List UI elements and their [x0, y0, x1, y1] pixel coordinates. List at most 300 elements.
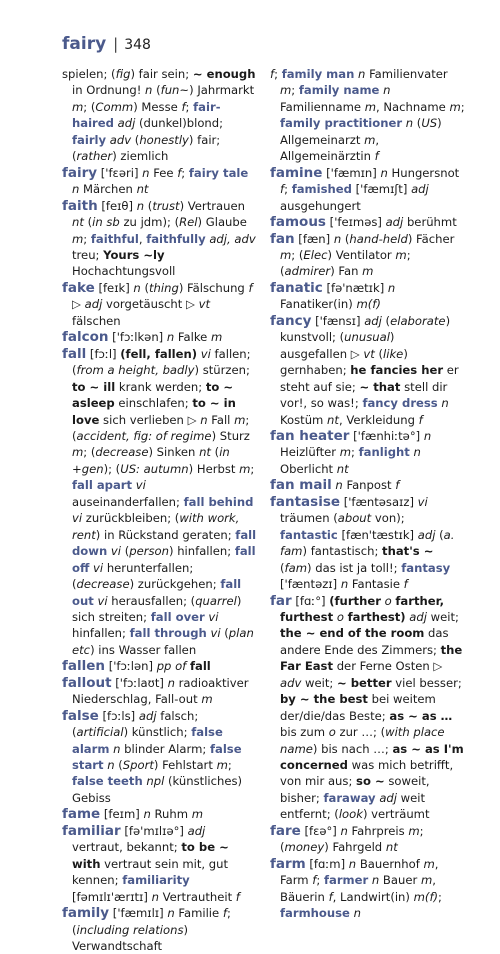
- translation-text: Fanpost: [342, 478, 396, 493]
- headword: fan mail: [270, 477, 332, 494]
- translation-text: Ruhm: [150, 807, 192, 822]
- grammar-label: adj: [187, 823, 206, 838]
- grammar-label: m: [362, 264, 374, 279]
- grammar-label: from a height, badly: [76, 363, 195, 378]
- sub-entry: family name: [298, 83, 380, 98]
- headword: fantasise: [270, 493, 341, 510]
- grammar-label: adj: [138, 708, 157, 723]
- translation-text: (: [341, 231, 350, 246]
- translation-text: ) fair; (: [72, 132, 221, 164]
- grammar-label: m: [191, 807, 204, 822]
- headword: fake: [62, 279, 95, 296]
- sub-entry: fall down: [72, 527, 257, 559]
- translation-text: [fɔːls]: [98, 708, 139, 723]
- bold-phrase: to ~ asleep: [72, 379, 234, 411]
- grammar-label: nt: [72, 215, 84, 230]
- grammar-label: f: [418, 412, 423, 427]
- translation-text: ) kunstvoll; (: [280, 313, 451, 345]
- translation-text: ) künstlich;: [123, 725, 192, 740]
- translation-text: ['feɪməs]: [325, 215, 386, 230]
- grammar-label: adv: [109, 132, 132, 147]
- grammar-label: f: [222, 906, 227, 921]
- translation-text: herausfallen; (: [107, 593, 196, 608]
- translation-text: ; (: [72, 412, 250, 443]
- grammar-label: n: [387, 280, 396, 295]
- headword: fanatic: [270, 279, 323, 296]
- translation-text: hinfallen;: [72, 626, 130, 641]
- entry-fame: [62, 806, 257, 822]
- headword: fallen: [62, 658, 106, 675]
- grammar-label: m: [408, 823, 420, 838]
- sub-entry: fair-haired: [72, 99, 221, 131]
- bold-phrase: ~ better: [337, 675, 392, 690]
- translation-text: ); (: [103, 461, 121, 476]
- grammar-label: person: [129, 544, 169, 559]
- translation-text: ; (: [280, 823, 424, 855]
- translation-text: ['fɔːlaʊt]: [111, 675, 168, 690]
- bold-phrase: fall: [189, 659, 211, 674]
- grammar-label: look: [338, 807, 363, 822]
- bold-phrase: as ~ as I'm concerned: [280, 741, 464, 773]
- entry-fancy: [270, 313, 465, 428]
- translation-text: ) fair sein;: [130, 67, 193, 81]
- grammar-label: about: [337, 511, 372, 526]
- translation-text: ;: [291, 83, 299, 98]
- grammar-label: f: [403, 577, 408, 592]
- headword: fame: [62, 806, 101, 823]
- translation-text: ▷: [72, 297, 85, 312]
- grammar-label: f: [270, 67, 275, 81]
- grammar-label: vi: [200, 346, 211, 361]
- translation-text: (: [220, 626, 229, 641]
- bold-phrase: as ~ as …: [389, 708, 453, 723]
- grammar-label: f: [248, 280, 253, 295]
- translation-text: ) Fahrgeld: [324, 840, 386, 855]
- translation-text: Hochachtungsvoll: [72, 264, 176, 279]
- translation-text: (: [374, 346, 384, 361]
- translation-text: ) stürzen;: [194, 363, 250, 378]
- grammar-label: adj: [379, 790, 397, 805]
- entry-falcon: [62, 329, 257, 345]
- translation-text: , Bäuerin: [280, 873, 436, 904]
- translation-text: ['fæmɪn]: [322, 165, 381, 180]
- entry-cont2: [270, 66, 465, 165]
- translation-text: ;: [83, 231, 91, 246]
- translation-text: ) Verwandtschaft: [72, 922, 189, 954]
- entry-cont: [62, 66, 257, 165]
- bold-phrase: so ~: [356, 774, 385, 789]
- translation-text: ) Glaube: [197, 215, 247, 230]
- grammar-label: in +gen: [72, 445, 230, 476]
- grammar-label: npl: [146, 774, 165, 789]
- translation-text: [feɪk]: [94, 280, 134, 295]
- headword: fairy: [62, 164, 98, 181]
- grammar-label: adv: [280, 675, 302, 690]
- grammar-label: f: [235, 889, 240, 904]
- translation-text: [fɔːl]: [86, 346, 121, 361]
- grammar-label: in sb: [92, 215, 120, 230]
- translation-text: ;: [227, 758, 232, 773]
- translation-text: ) ziemlich: [112, 149, 169, 164]
- grammar-label: vi: [110, 544, 122, 559]
- translation-text: Oberlicht: [280, 461, 337, 476]
- headword: farm: [270, 855, 306, 872]
- entry-fallen: [62, 658, 257, 674]
- grammar-label: US: autumn: [120, 461, 189, 476]
- translation-text: Familie: [174, 906, 223, 921]
- grammar-label: n: [383, 83, 391, 98]
- grammar-label: like: [383, 346, 404, 361]
- translation-text: krank werden;: [115, 379, 206, 394]
- headword: fare: [270, 822, 301, 839]
- translation-text: ['fɔːlkən]: [108, 330, 167, 345]
- grammar-label: with place name: [280, 725, 445, 756]
- grammar-label: nt: [136, 182, 149, 197]
- translation-text: berühmt: [403, 215, 457, 230]
- headword: false: [62, 707, 99, 724]
- translation-text: Märchen: [79, 182, 137, 197]
- grammar-label: m: [234, 412, 246, 427]
- grammar-label: n: [423, 428, 432, 443]
- grammar-label: quarrel: [195, 593, 237, 608]
- sub-entry: false start: [72, 741, 242, 773]
- translation-text: ) Herbst: [188, 461, 240, 476]
- grammar-label: m: [364, 99, 377, 114]
- grammar-label: m: [216, 758, 228, 773]
- headword: fan: [270, 230, 295, 247]
- translation-text: ) sich streiten;: [72, 593, 242, 624]
- grammar-label: Comm: [95, 99, 134, 114]
- translation-text: was mich betrifft, von mir aus;: [280, 758, 454, 789]
- grammar-label: vi: [208, 609, 219, 624]
- translation-text: vertraut, bekannt;: [72, 840, 182, 855]
- grammar-label: m: [210, 330, 223, 345]
- headword: faith: [62, 197, 98, 214]
- grammar-label: decrease: [95, 445, 149, 460]
- sub-entry: famished: [291, 182, 352, 197]
- bold-phrase: Yours ~ly: [103, 247, 165, 262]
- translation-text: ;: [438, 889, 442, 904]
- grammar-label: adj: [117, 116, 136, 131]
- translation-text: ; (: [83, 99, 96, 114]
- translation-text: radioaktiver Niederschlag, Fall-out: [72, 675, 249, 707]
- translation-text: , Allgemeinärztin: [280, 132, 380, 164]
- grammar-label: Elec: [303, 247, 328, 262]
- translation-text: viel besser;: [391, 675, 462, 690]
- grammar-label: admirer: [284, 264, 331, 279]
- grammar-label: m: [364, 132, 376, 147]
- translation-text: ) Ventilator: [327, 247, 396, 262]
- grammar-label: accident, fig: of regime: [76, 428, 212, 443]
- translation-text: Familienname: [280, 99, 365, 114]
- translation-text: zu jdm); (: [119, 215, 180, 230]
- entry-fan-mail: [270, 477, 465, 493]
- entry-farm: [270, 856, 465, 922]
- entry-fare: [270, 823, 465, 856]
- grammar-label: nt: [199, 445, 211, 460]
- translation-text: ['fænhiːtə°]: [349, 428, 424, 443]
- sub-entry: familiarity: [122, 873, 190, 888]
- translation-text: ['fæntəzɪ]: [280, 577, 341, 592]
- sub-entry: family practitioner: [280, 116, 403, 131]
- grammar-label: a. fam: [280, 527, 455, 559]
- translation-text: [fɑː°]: [291, 593, 330, 608]
- headword: fallout: [62, 674, 112, 691]
- translation-text: , Nachname: [376, 99, 450, 114]
- grammar-label: f: [177, 165, 182, 180]
- grammar-label: vi: [135, 478, 146, 493]
- translation-text: ) zurückgehen;: [129, 577, 221, 592]
- headword: falcon: [62, 329, 109, 346]
- sub-entry: fall behind: [183, 494, 254, 509]
- grammar-label: n: [340, 823, 348, 838]
- sub-entry: fall over: [150, 609, 205, 624]
- entry-far: [270, 593, 465, 823]
- headword: famous: [270, 214, 326, 231]
- grammar-label: n: [166, 330, 175, 345]
- translation-text: ,: [138, 231, 147, 246]
- grammar-label: n: [136, 198, 145, 213]
- sub-entry: fall apart: [72, 478, 133, 493]
- translation-text: ; (: [291, 247, 304, 262]
- translation-text: ) das ist ja toll!;: [307, 560, 402, 575]
- bold-phrase: to ~ in love: [72, 396, 236, 427]
- bold-phrase: the ~ end of the room: [280, 626, 425, 641]
- translation-text: Bauer: [379, 873, 421, 888]
- translation-text: (: [381, 313, 391, 328]
- sub-entry: false alarm: [72, 725, 223, 756]
- bold-phrase: (further: [329, 593, 381, 608]
- translation-text: ) Vertrauen: [179, 198, 245, 213]
- grammar-label: m: [423, 856, 435, 871]
- sub-entry: farmhouse: [280, 906, 350, 921]
- bold-phrase: the Far East: [280, 642, 463, 674]
- translation-text: auseinanderfallen;: [72, 494, 184, 509]
- grammar-label: f: [312, 873, 317, 888]
- sub-entry: fanlight: [358, 445, 410, 460]
- translation-text: ;: [284, 182, 292, 197]
- grammar-label: US: [421, 116, 438, 131]
- grammar-label: n: [151, 889, 159, 904]
- grammar-label: money: [284, 840, 325, 855]
- entry-familiar: [62, 823, 257, 905]
- translation-text: ) Jahrmarkt: [189, 83, 255, 98]
- entry-fairy: [62, 165, 257, 198]
- translation-text: bis zum: [280, 725, 329, 740]
- grammar-label: n: [113, 741, 121, 756]
- translation-text: Bauernhof: [356, 856, 424, 871]
- grammar-label: n: [200, 412, 208, 427]
- translation-text: (: [280, 560, 285, 575]
- grammar-label: n: [348, 856, 357, 871]
- translation-text: [fə'mɪlɪə°]: [120, 823, 188, 838]
- grammar-label: m: [339, 445, 352, 460]
- sub-entry: fall off: [72, 544, 256, 575]
- translation-text: ) Sturz: [211, 428, 250, 443]
- headword: far: [270, 592, 292, 609]
- translation-text: ) fantastisch;: [302, 544, 383, 559]
- page-number: 348: [124, 37, 151, 53]
- translation-text: ['fæntəsaɪz]: [340, 494, 418, 509]
- sub-entry: fairly: [72, 132, 107, 147]
- translation-text: ) bis nach …;: [312, 741, 393, 756]
- translation-text: , Verkleidung: [338, 412, 419, 427]
- grammar-label: Rel: [179, 215, 198, 230]
- translation-text: zurückbleiben; (: [82, 511, 180, 526]
- page-header: [62, 34, 151, 54]
- headword: fall: [62, 345, 87, 362]
- translation-text: ) Fächer: [407, 231, 455, 246]
- translation-text: soweit, bisher;: [280, 774, 430, 805]
- grammar-label: adj: [385, 215, 404, 230]
- grammar-label: n: [371, 873, 380, 888]
- grammar-label: Sport: [122, 758, 154, 773]
- bold-phrase: ~ that: [359, 379, 401, 394]
- grammar-label: f: [328, 889, 333, 904]
- bold-phrase: by ~ the best: [280, 692, 368, 707]
- header-divider: |: [113, 35, 119, 53]
- grammar-label: n: [413, 445, 421, 460]
- sub-entry: faithfully: [146, 231, 206, 246]
- grammar-label: n: [143, 807, 151, 822]
- entry-fan-heater: [270, 428, 465, 477]
- translation-text: [fæn'tæstɪk]: [337, 527, 418, 542]
- translation-text: [feɪm]: [100, 807, 144, 822]
- translation-text: (: [114, 758, 123, 773]
- grammar-label: n: [335, 478, 343, 493]
- grammar-label: n: [405, 116, 414, 131]
- entry-faith: [62, 198, 257, 280]
- grammar-label: m: [280, 83, 292, 98]
- translation-text: blinder Alarm;: [120, 741, 210, 756]
- grammar-label: adj: [411, 182, 429, 197]
- translation-text: herunterfallen; (: [72, 560, 194, 592]
- grammar-label: o: [328, 725, 336, 740]
- bold-phrase: farther, furthest: [280, 593, 445, 624]
- grammar-label: adj, adv: [209, 231, 256, 246]
- grammar-label: adj: [409, 609, 427, 624]
- grammar-label: n: [167, 675, 175, 690]
- translation-text: ; (: [280, 247, 411, 279]
- translation-text: ) Fälschung: [178, 280, 249, 295]
- grammar-label: nt: [327, 412, 339, 427]
- grammar-label: n: [333, 231, 342, 246]
- grammar-label: hand-held: [349, 231, 408, 246]
- entry-famine: [270, 165, 465, 214]
- translation-text: ) verträumt: [362, 807, 430, 822]
- grammar-label: vt: [198, 297, 211, 312]
- grammar-label: n: [340, 577, 349, 592]
- grammar-label: n: [358, 67, 366, 81]
- grammar-label: o: [336, 609, 344, 624]
- translation-text: (: [140, 280, 149, 295]
- grammar-label: fun~: [160, 83, 190, 98]
- grammar-label: m: [72, 445, 84, 460]
- entry-family: [62, 905, 257, 954]
- sub-entry: farmer: [323, 873, 369, 888]
- translation-text: falsch; (: [72, 708, 199, 740]
- grammar-label: vi: [417, 494, 428, 509]
- translation-text: weit entfernt; (: [280, 790, 426, 822]
- entry-false: [62, 708, 257, 807]
- translation-text: fälschen: [72, 313, 121, 328]
- translation-text: [fæn]: [294, 231, 334, 246]
- translation-text: weit;: [301, 675, 337, 690]
- translation-text: Hungersnot: [387, 165, 460, 180]
- translation-text: bei weitem der/die/das Beste;: [280, 692, 436, 723]
- grammar-label: honestly: [139, 132, 189, 147]
- translation-text: ;: [274, 67, 282, 81]
- grammar-label: decrease: [76, 577, 130, 592]
- grammar-label: artificial: [76, 725, 124, 740]
- translation-text: fallen; (: [72, 346, 251, 378]
- translation-text: sich verlieben ▷: [99, 412, 201, 427]
- translation-text: [fəmɪlɪ'ærɪtɪ]: [72, 889, 152, 904]
- grammar-label: n: [145, 83, 153, 98]
- bold-phrase: ~ enough: [192, 67, 256, 81]
- entry-fall: [62, 346, 257, 659]
- translation-text: (: [152, 83, 161, 98]
- headword: fancy: [270, 312, 312, 329]
- sub-entry: faraway: [323, 790, 376, 805]
- grammar-label: fam: [284, 560, 308, 575]
- grammar-label: f: [280, 182, 285, 197]
- translation-text: ) Fan: [330, 264, 363, 279]
- grammar-label: m(f): [413, 889, 439, 904]
- headword: famine: [270, 164, 323, 181]
- translation-text: (: [144, 198, 153, 213]
- bold-phrase: he fancies her: [350, 363, 444, 378]
- right-column: [270, 66, 465, 922]
- grammar-label: m: [72, 231, 84, 246]
- grammar-label: m: [395, 247, 407, 262]
- grammar-label: vi: [72, 511, 83, 526]
- translation-text: ) in Rückstand geraten;: [95, 527, 236, 542]
- translation-text: das andere Ende des Zimmers;: [280, 626, 449, 657]
- headword: familiar: [62, 822, 121, 839]
- grammar-label: n: [441, 396, 449, 411]
- translation-text: Familienvater: [365, 67, 448, 81]
- translation-text: (künstliches) Gebiss: [72, 774, 243, 805]
- grammar-label: m: [280, 247, 292, 262]
- grammar-label: adj: [417, 527, 436, 542]
- grammar-label: m: [201, 692, 213, 707]
- translation-text: Heizlüfter: [280, 445, 340, 460]
- translation-text: ;: [460, 99, 465, 114]
- entry-fantasise: [270, 494, 465, 593]
- translation-text: einschlafen;: [114, 396, 193, 411]
- translation-text: Vertrautheit: [158, 889, 236, 904]
- entry-fallout: [62, 675, 257, 708]
- grammar-label: unusual: [344, 330, 390, 345]
- grammar-label: n: [142, 165, 150, 180]
- bold-phrase: to ~ ill: [72, 379, 116, 394]
- translation-text: ) ins Wasser fallen: [90, 642, 197, 657]
- sub-entry: false teeth: [72, 774, 143, 789]
- translation-text: stell dir vor!, so was!;: [280, 379, 448, 411]
- grammar-label: m(f): [356, 297, 381, 312]
- grammar-label: vi: [93, 560, 104, 575]
- headword: fan heater: [270, 427, 350, 444]
- grammar-label: including relations: [76, 922, 184, 937]
- translation-text: [fɛə°]: [300, 823, 341, 838]
- grammar-label: trust: [152, 198, 180, 213]
- translation-text: ;: [250, 461, 255, 476]
- translation-text: ) Allgemeinarzt: [280, 116, 442, 147]
- translation-text: (: [83, 215, 93, 230]
- grammar-label: adj: [84, 297, 103, 312]
- translation-text: ) ausgefallen ▷: [280, 330, 395, 361]
